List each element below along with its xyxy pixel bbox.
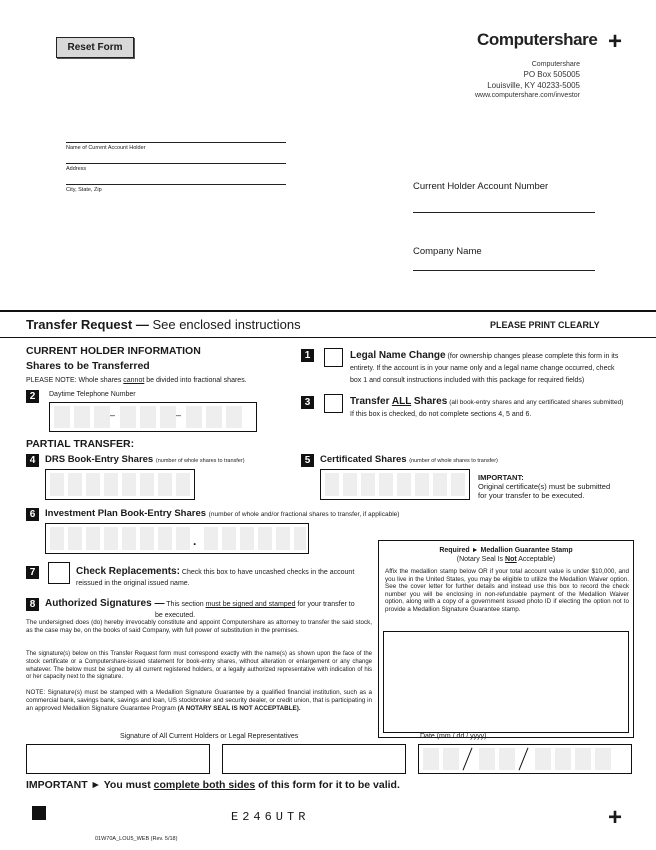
signatures-label: Authorized Signatures — xyxy=(45,598,165,609)
legal-name-text xyxy=(350,350,640,387)
print-clearly: PLEASE PRINT CLEARLY xyxy=(490,320,600,330)
plan-decimal: . xyxy=(193,534,197,548)
address-label: Address xyxy=(66,166,87,172)
form-id: 01W70A_LOU5_WEB (Rev. 5/18) xyxy=(95,836,178,842)
signature-field-2[interactable] xyxy=(222,744,406,774)
plan-hint: (number of whole and/or fractional shares to transfer, if applicable) xyxy=(208,511,400,518)
transfer-all-all: ALL xyxy=(391,396,412,407)
reset-form-button[interactable]: Reset Form xyxy=(56,37,134,58)
para-3 xyxy=(26,689,372,713)
note-a: PLEASE NOTE: Whole shares xyxy=(26,377,124,384)
para-3-text: NOTE: Signature(s) must be stamped with a Medallion Signature Guarantee by a qualified financial institution, such as a commercial bank, savings bank, savings and loan, US stockbroker and security dealer, or credit union, that is participating in an approved Medallion Signature Guarantee Program xyxy=(26,689,372,712)
check-replacements-text xyxy=(76,566,376,589)
para-1: The undersigned does (do) hereby irrevocably constitute and appoint Computershare as attorney to transfer the said stock, as the case may be, on the books of said Company, with full power of substitution in the premises. xyxy=(26,619,372,634)
brand-po: PO Box 505005 xyxy=(523,70,580,79)
section-3-num: 3 xyxy=(301,396,314,409)
check-replacements-label: Check Replacements: xyxy=(76,566,180,577)
title-main: Transfer Request xyxy=(26,317,133,332)
cert-label xyxy=(320,454,498,465)
drs-shares-field[interactable] xyxy=(45,469,195,500)
transfer-all-b: Shares xyxy=(411,396,448,407)
partial-transfer-heading: PARTIAL TRANSFER: xyxy=(26,438,135,450)
cert-shares-field[interactable] xyxy=(320,469,470,500)
medallion-sub xyxy=(379,556,633,563)
cert-label-text: Certificated Shares xyxy=(320,454,407,465)
page-title xyxy=(26,317,301,332)
info-heading: CURRENT HOLDER INFORMATION xyxy=(26,345,201,357)
para-3-notary: (A NOTARY SEAL IS NOT ACCEPTABLE). xyxy=(177,705,301,712)
medallion-body: Affix the medallion stamp below OR if your total account value is under $10,000, and you live in the United States, you may be eligible to utilize the Medallion Waiver option. See the cover letter for further details and instead use this box to record the check number you will be enclosing in non-refundable payment of the Medallion Waiver option, along with a copy of a government issued photo ID if electing the option not to provide a Medallion Signature Guarantee stamp. xyxy=(385,568,629,613)
date-label: Date (mm / dd / yyyy) xyxy=(420,733,487,740)
medallion-title: Required ► Medallion Guarantee Stamp xyxy=(439,547,573,554)
medallion-sub-b: Acceptable) xyxy=(516,556,556,563)
cert-important xyxy=(478,473,610,500)
important-u: complete both sides xyxy=(153,779,256,791)
section-8-num: 8 xyxy=(26,598,39,611)
phone-dash-2: – xyxy=(176,410,182,420)
check-replacements-t2: reissued in the original issued name. xyxy=(76,580,190,587)
drs-label-text: DRS Book-Entry Shares xyxy=(45,454,154,465)
brand-name: Computershare xyxy=(531,61,580,68)
transfer-all-hint: (all book-entry shares and any certificated shares submitted) xyxy=(449,399,624,406)
legal-name-label: Legal Name Change xyxy=(350,350,446,361)
company-name-field[interactable] xyxy=(413,270,595,271)
medallion-sub-a: (Notary Seal Is xyxy=(456,556,506,563)
important-a: You must xyxy=(103,779,154,791)
drs-hint: (number of whole shares to transfer) xyxy=(155,458,245,464)
section-1-num: 1 xyxy=(301,349,314,362)
account-number-label: Current Holder Account Number xyxy=(413,181,549,192)
transfer-all-line2: If this box is checked, do not complete sections 4, 5 and 6. xyxy=(350,411,532,418)
plan-label xyxy=(45,508,399,519)
signatures-t1: This section xyxy=(166,601,206,608)
section-4-num: 4 xyxy=(26,454,39,467)
signature-label: Signature of All Current Holders or Legal Representatives xyxy=(120,733,299,740)
important-b: of this form for it to be valid. xyxy=(255,779,400,791)
date-field[interactable] xyxy=(418,744,632,774)
city-label: City, State, Zip xyxy=(66,187,102,193)
signatures-t4: be executed. xyxy=(155,612,196,619)
phone-dash-1: – xyxy=(110,410,116,420)
brand-logo: Computershare xyxy=(477,30,598,49)
medallion-sub-not: Not xyxy=(505,556,517,563)
phone-label: Daytime Telephone Number xyxy=(49,391,136,398)
plan-label-text: Investment Plan Book-Entry Shares xyxy=(45,508,207,519)
note-cannot: cannot xyxy=(123,377,145,384)
account-number-field[interactable] xyxy=(413,212,595,213)
plus-icon-bottom: + xyxy=(608,804,623,831)
section-7-num: 7 xyxy=(26,566,39,579)
transfer-all-checkbox[interactable] xyxy=(324,394,343,413)
legal-name-line2: entirety. If the account is in your name only and a legal name change occurred, check xyxy=(350,365,615,372)
plus-icon-top: + xyxy=(608,28,623,55)
plan-shares-field[interactable] xyxy=(45,523,309,554)
legal-name-checkbox[interactable] xyxy=(324,348,343,367)
medallion-stamp-area[interactable] xyxy=(383,631,629,733)
check-replacements-checkbox[interactable] xyxy=(48,562,70,584)
brand-address xyxy=(450,60,580,100)
document-code: E246UTR xyxy=(231,810,310,824)
signatures-t3: for your transfer to xyxy=(295,601,355,608)
note-b: be divided into fractional shares. xyxy=(144,377,247,384)
important-footer xyxy=(26,779,400,791)
company-name-label: Company Name xyxy=(413,246,482,257)
brand-url: www.computershare.com/investor xyxy=(474,92,580,99)
phone-field[interactable] xyxy=(49,402,257,432)
check-replacements-t1: Check this box to have uncashed checks in the account xyxy=(181,569,355,576)
title-sub: See enclosed instructions xyxy=(152,317,301,332)
section-5-num: 5 xyxy=(301,454,314,467)
signatures-text xyxy=(45,598,375,621)
transfer-all-a: Transfer xyxy=(350,396,392,407)
medallion-box xyxy=(378,540,634,738)
legal-name-line3: box 1 and consult instructions included with this package for required fields) xyxy=(350,377,585,384)
brand-city: Louisville, KY 40233-5005 xyxy=(487,81,580,90)
shares-heading: Shares to be Transferred xyxy=(26,360,150,372)
cert-hint: (number of whole shares to transfer) xyxy=(409,458,498,464)
important-lead: IMPORTANT ► xyxy=(26,779,101,791)
cert-imp-2: for your transfer to be executed. xyxy=(478,491,585,500)
title-sep: — xyxy=(135,317,149,332)
legal-name-hint: (for ownership changes please complete this form in its xyxy=(447,353,619,360)
cert-imp-1: Original certificate(s) must be submitted xyxy=(478,482,611,491)
section-2-num: 2 xyxy=(26,390,39,403)
signatures-t2: must be signed and stamped xyxy=(205,601,296,608)
section-6-num: 6 xyxy=(26,508,39,521)
shares-note xyxy=(26,376,247,385)
drs-label xyxy=(45,454,245,465)
registration-mark xyxy=(32,806,46,820)
para-2: The signature(s) below on this Transfer Request form must correspond exactly with the name(s) as shown upon the face of the stock certificate or a Computershare-issued statement for book-entry shares, without alteration or enlargement or any change whatever. The below must be signed by all current registered holders, or a legally authorized representative with indication of his or her capacity next to the signature. xyxy=(26,651,372,681)
signature-field-1[interactable] xyxy=(26,744,210,774)
name-label: Name of Current Account Holder xyxy=(66,145,146,151)
cert-imp-head: IMPORTANT: xyxy=(478,473,524,482)
transfer-all-text xyxy=(350,396,640,421)
